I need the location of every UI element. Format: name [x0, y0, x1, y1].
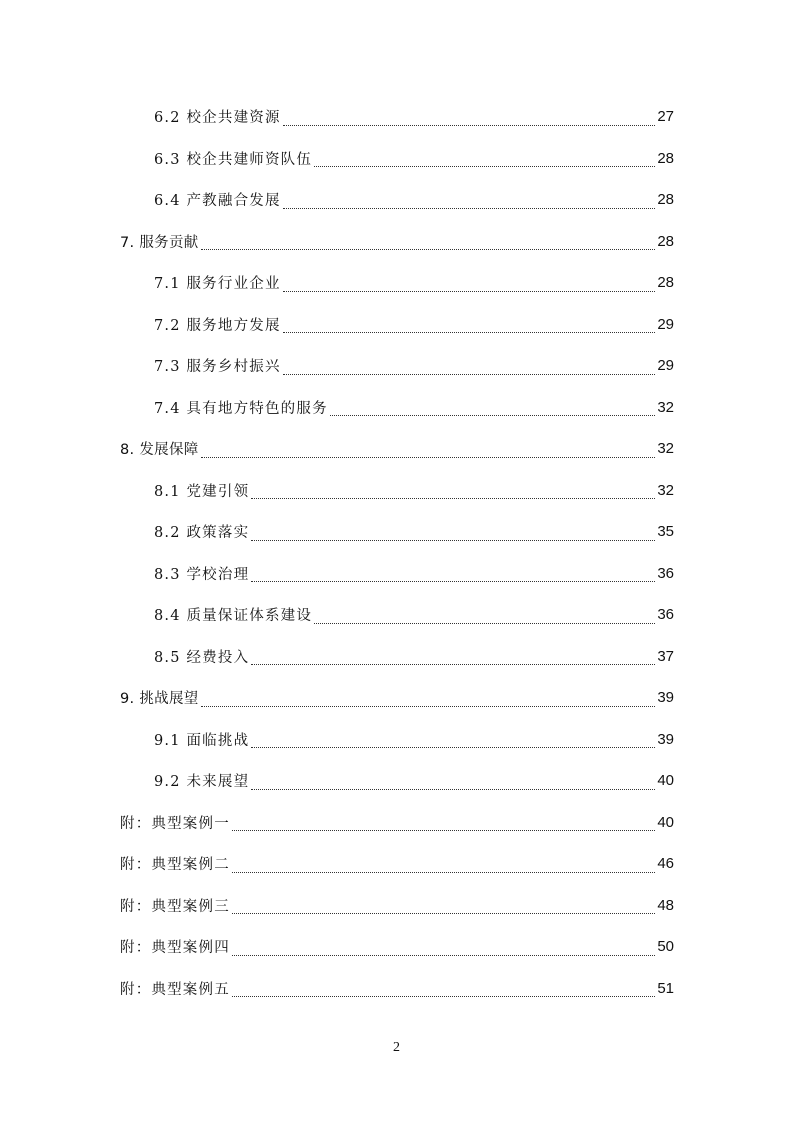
dot-leader — [251, 540, 655, 541]
toc-entry-title: 8. 发展保障 — [120, 442, 199, 459]
dot-leader — [251, 498, 655, 499]
toc-entry-page-number: 51 — [657, 979, 674, 997]
dot-leader — [283, 125, 656, 126]
toc-entry-page-number: 37 — [657, 647, 674, 665]
dot-leader — [283, 374, 656, 375]
toc-entry-title: 7.1 服务行业企业 — [154, 276, 281, 293]
toc-section-entry[interactable] — [0, 387, 793, 429]
toc-entry-title: 6.3 校企共建师资队伍 — [154, 151, 313, 168]
dot-leader — [232, 913, 655, 914]
toc-entry-title: 8.1 党建引领 — [154, 483, 250, 500]
dot-leader — [283, 332, 656, 333]
toc-entry-title: 7.4 具有地方特色的服务 — [154, 400, 328, 417]
toc-chapter-entry[interactable] — [0, 428, 793, 470]
toc-entry-title: 7.2 服务地方发展 — [154, 317, 281, 334]
toc-appendix-entry[interactable] — [0, 926, 793, 968]
toc-section-entry[interactable] — [0, 636, 793, 678]
toc-chapter-entry[interactable] — [0, 677, 793, 719]
dot-leader — [251, 664, 655, 665]
dot-leader — [232, 955, 655, 956]
toc-chapter-entry[interactable] — [0, 221, 793, 263]
toc-entry-page-number: 36 — [657, 564, 674, 582]
toc-entry-page-number: 46 — [657, 855, 674, 873]
toc-entry-title: 9.1 面临挑战 — [154, 732, 250, 749]
toc-entry-page-number: 50 — [657, 938, 674, 956]
toc-section-entry[interactable] — [0, 511, 793, 553]
toc-entry-page-number: 40 — [657, 813, 674, 831]
toc-entry-page-number: 36 — [657, 606, 674, 624]
toc-entry-page-number: 29 — [657, 357, 674, 375]
toc-entry-page-number: 48 — [657, 896, 674, 914]
dot-leader — [283, 208, 656, 209]
toc-section-entry[interactable] — [0, 345, 793, 387]
toc-entry-page-number: 39 — [657, 689, 674, 707]
toc-section-entry[interactable] — [0, 179, 793, 221]
dot-leader — [232, 872, 655, 873]
toc-entry-title: 7. 服务贡献 — [120, 234, 199, 251]
toc-entry-page-number: 32 — [657, 398, 674, 416]
toc-entry-title: 9.2 未来展望 — [154, 774, 250, 791]
toc-entry-title: 附：典型案例二 — [120, 857, 230, 874]
page-number: 2 — [393, 1040, 400, 1055]
toc-entry-page-number: 28 — [657, 191, 674, 209]
toc-entry-title: 8.2 政策落实 — [154, 525, 250, 542]
toc-section-entry[interactable] — [0, 96, 793, 138]
toc-section-entry[interactable] — [0, 760, 793, 802]
toc-entry-title: 6.2 校企共建资源 — [154, 110, 281, 127]
toc-section-entry[interactable] — [0, 262, 793, 304]
toc-section-entry[interactable] — [0, 553, 793, 595]
toc-entry-title: 附：典型案例五 — [120, 981, 230, 998]
toc-section-entry[interactable] — [0, 719, 793, 761]
toc-entry-title: 8.3 学校治理 — [154, 566, 250, 583]
toc-appendix-entry[interactable] — [0, 885, 793, 927]
table-of-contents — [0, 96, 793, 1009]
toc-entry-title: 附：典型案例四 — [120, 940, 230, 957]
toc-entry-page-number: 40 — [657, 772, 674, 790]
toc-entry-page-number: 28 — [657, 232, 674, 250]
toc-entry-page-number: 28 — [657, 149, 674, 167]
toc-entry-title: 9. 挑战展望 — [120, 691, 199, 708]
toc-entry-title: 8.4 质量保证体系建设 — [154, 608, 313, 625]
toc-section-entry[interactable] — [0, 470, 793, 512]
dot-leader — [283, 291, 656, 292]
dot-leader — [251, 581, 655, 582]
dot-leader — [201, 249, 656, 250]
toc-entry-title: 8.5 经费投入 — [154, 649, 250, 666]
toc-section-entry[interactable] — [0, 594, 793, 636]
toc-appendix-entry[interactable] — [0, 802, 793, 844]
toc-section-entry[interactable] — [0, 138, 793, 180]
toc-entry-page-number: 29 — [657, 315, 674, 333]
dot-leader — [201, 706, 656, 707]
toc-entry-page-number: 32 — [657, 440, 674, 458]
dot-leader — [232, 830, 655, 831]
dot-leader — [330, 415, 656, 416]
dot-leader — [251, 747, 655, 748]
toc-appendix-entry[interactable] — [0, 843, 793, 885]
toc-entry-page-number: 39 — [657, 730, 674, 748]
toc-entry-title: 附：典型案例三 — [120, 898, 230, 915]
toc-entry-page-number: 35 — [657, 523, 674, 541]
toc-entry-title: 7.3 服务乡村振兴 — [154, 359, 281, 376]
toc-entry-page-number: 32 — [657, 481, 674, 499]
toc-entry-page-number: 27 — [657, 108, 674, 126]
dot-leader — [314, 623, 655, 624]
toc-section-entry[interactable] — [0, 304, 793, 346]
toc-entry-title: 附：典型案例一 — [120, 815, 230, 832]
toc-appendix-entry[interactable] — [0, 968, 793, 1010]
dot-leader — [201, 457, 656, 458]
toc-entry-page-number: 28 — [657, 274, 674, 292]
dot-leader — [251, 789, 655, 790]
toc-entry-title: 6.4 产教融合发展 — [154, 193, 281, 210]
dot-leader — [314, 166, 655, 167]
dot-leader — [232, 996, 655, 997]
